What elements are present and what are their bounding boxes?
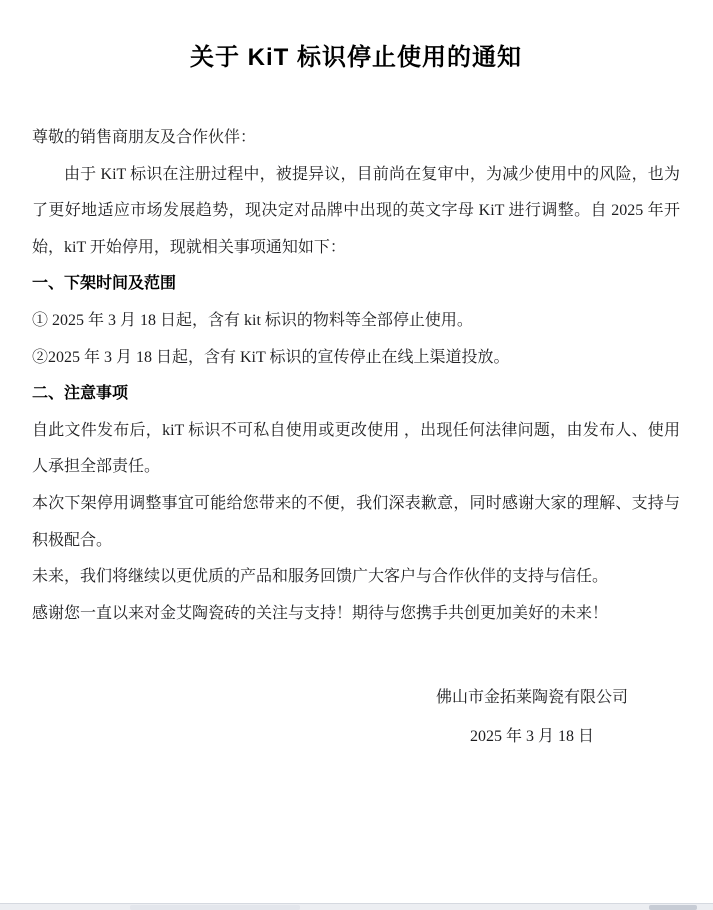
notice-document bbox=[0, 42, 713, 756]
taskbar-faint-segment bbox=[130, 905, 300, 910]
section2-paragraph-3: 未来，我们将继续以更优质的产品和服务回馈广大客户与合作伙伴的支持与信任。 bbox=[32, 568, 609, 586]
section1-item-1: ① 2025 年 3 月 18 日起，含有 kit 标识的物料等全部停止使用。 bbox=[32, 311, 473, 329]
section1-item-2: ②2025 年 3 月 18 日起，含有 KiT 标识的宣传停止在线上渠道投放。 bbox=[32, 348, 510, 366]
notice-date: 2025 年 3 月 18 日 bbox=[469, 727, 594, 745]
signature-block bbox=[436, 680, 628, 755]
company-name: 佛山市金拓莱陶瓷有限公司 bbox=[435, 689, 628, 707]
window-bottom-edge bbox=[0, 903, 713, 910]
section2-paragraph-2: 本次下架停用调整事宜可能给您带来的不便，我们深表歉意，同时感谢大家的理解、支持与积极配合。 bbox=[32, 494, 680, 549]
section2-heading: 二、注意事项 bbox=[32, 385, 129, 403]
section2-paragraph-4: 感谢您一直以来对金艾陶瓷砖的关注与支持！期待与您携手共创更加美好的未来！ bbox=[32, 604, 609, 622]
page-title: 关于 KiT 标识停止使用的通知 bbox=[190, 44, 522, 71]
salutation: 尊敬的销售商朋友及合作伙伴： bbox=[32, 129, 257, 146]
intro-paragraph: 由于 KiT 标识在注册过程中，被提异议，目前尚在复审中，为减少使用中的风险，也为了更好地适应市场发展趋势，现决定对品牌中出现的英文字母 KiT 进行调整。自 2025 年开始，kiT 开始停用，现就相关事项通知如下： bbox=[32, 165, 680, 256]
section1-heading: 一、下架时间及范围 bbox=[32, 275, 177, 293]
section2-paragraph-1: 自此文件发布后，kiT 标识不可私自使用或更改使用 ，出现任何法律问题，由发布人、使用人承担全部责任。 bbox=[32, 421, 680, 476]
taskbar-thumb-segment bbox=[649, 905, 697, 910]
